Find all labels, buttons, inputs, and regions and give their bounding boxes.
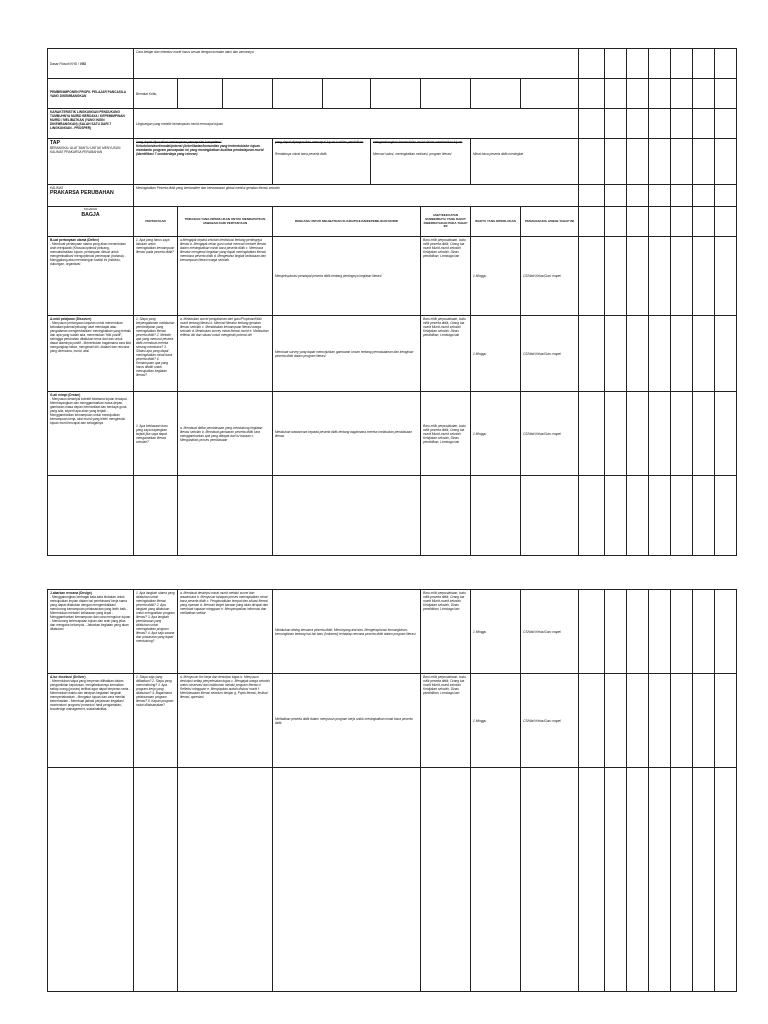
stage-desc: - Menentukan siapa yang berperan dilibatkan dalam pengambilan keputusan, menjalankannya kemudian setiap orang (proses) terlibat agar dapat berperan serta - Menentukan waktu dan tahapan kegiatan/ langkah mempertahankan - Mengatur tujuan dan cara menilai keberhasilan - Membuat jadwal perjalanan kegiatan/ momentum/ program/ prosedur/ hasil pengamatan, knowledge management, sustainabilitas [50,679,131,711]
blank-cell [605,590,627,674]
blank-cell [521,79,579,109]
blank-cell [671,590,693,674]
stage-cell [48,316,134,392]
blank-cell [693,207,715,237]
asset-cell: Baru milik perpustakaan, buku milik peserta didik, Orang tua murid Murid-murid sekolah Kebijakan sekolah, Dinas pendidikan, Lembaga lain [421,316,471,392]
question-cell: 1. Apa yang harus saya lakukan untuk meningkatkan kemampuan literasi pada peserta didik? [134,237,178,316]
pj-cell: CS/Wali Kelas/Guru mapel [521,392,579,476]
step-strike-1: Yang dapat dipusatkan kemampuan pencapaian kompetensi [136,140,222,144]
blank-cell [627,237,649,316]
header-tahapan [48,207,134,237]
pj-cell: CS/Wali Kelas/Guru mapel [521,237,579,316]
plan-cell: Mengeksplorasi pendapat peserta didik tentang pentingnya kegiatan literasi [273,237,421,316]
blank-cell [715,674,737,768]
blank-cell [693,109,715,139]
blank-cell [421,476,471,556]
blank-cell [627,79,649,109]
blank-cell [627,185,649,207]
plan-cell: Melibatkan peserta didik dalam menyusun program kerja untuk meningkatkan minat baca peserta didik [273,674,421,768]
blank-cell [605,768,627,992]
blank-cell [671,674,693,768]
blank-cell [649,476,671,556]
blank-cell [605,392,627,476]
blank-cell [605,79,627,109]
blank-cell [649,207,671,237]
profile-label: PEMBENIMPONEN PROFIL PELAJAR PANCASILA YANG DIKEMBANGKAN [48,79,134,109]
blank-cell [627,590,649,674]
blank-cell [693,185,715,207]
stage-title: A-mbil pelajaran (Discover) [50,317,92,321]
blank-cell [671,476,693,556]
time-cell: 1 Minggu [471,392,521,476]
stage-desc: - Menyusun pertanyaan lanjutan untuk menentukan kekuatan/potensi/peluang/ aset mendapat atau pengalaman mengembalikan/ meningkatkan yang terbaik dan apa yang sudah ada, menentukan "titik positif", sehingga perubahan dilakukan terus dari dan untuk dasar alaminya positif - Menentukan bagaimana cara kita mengungkap faktor, mengenali diri, dialami dan rencana yang direncana, murid, aksi [50,321,131,353]
blank-cell [671,109,693,139]
stage-cell [48,237,134,316]
kalimat-row [48,185,737,207]
blank-cell [273,79,323,109]
blank-cell [579,392,605,476]
header-rencana: RENCANA UNTUK MELIBATKAN SUARA/PILIHAN/KEPEMILIKAN MURID [273,207,421,237]
header-pj: PENANGGUNG JAWAB TAHAP INI [521,207,579,237]
stage-title: B-uat pertanyaan utama (Define) [50,238,100,242]
blank-cell [671,768,693,992]
table-row [48,674,737,768]
blank-cell [605,316,627,392]
blank-cell [649,392,671,476]
plan-cell: Melakukan dialog bersama peserta didik: Menanyang alat dan. Mengeksplorasi kemungkinan-kemungkinan tentang hal-hal baru (Indonesi) terhadap rencana peserta didik dalam program literasi [273,590,421,674]
action-cell: a. Menyusun tim kerja dan deskripsi tugas b. Menyusun deskripsi setiap penyelesaian tugas c. Mengajak warga sekolah untuk observasi dan kolaborasi melalui program literasi d. Refleksi mingguan e. Menyiapkan audah diskusi murid f. Membiasakan literasi sebelum belajar g. Pojok literasi, festival literasi, apresiasi [178,674,273,768]
question-cell: 1. Apa langkah utama yang dilakukan untuk meningkatkan literasi peserta didik? 2. Apa langkah yang dilakukan untuk menguatkan program literasi? 3. Apa langkah pembiasaan yang dilakukan untuk meningkatkan program literasi? 4. Apa saja sarana dan prasarana yang dapat mendukung? [134,590,178,674]
blank-cell [371,79,421,109]
blank-cell [693,590,715,674]
plan-cell: Membuat survey yang dapat menunjukkan gambaran umum tentang permasalahan dan keinginan peserta didik dalam program literasi [273,316,421,392]
blank-cell [671,237,693,316]
blank-cell [715,139,737,185]
stage-cell [48,674,134,768]
action-cell: a. Membuat daftar pembiasaan yang mendukung kegiatan literasi sekolah b. Membuat gambaran peserta didik cara menggambarkan apa yang didapat dari isi bacaan c. Menganalisis proses pembiasaan [178,392,273,476]
blank-cell [579,590,605,674]
stage-cell [48,392,134,476]
frame-b: Mencari solusi, meningkatkan motivasi, program literasi [373,152,452,156]
frame-text: Kebutuhan/aset/modal/potensi (keterlibatan/komunitas yang terbentuk/alur tujuan membantu program pencapaian ini yang meningkatkan kualitas pembelajaran murid (identifikasi 7 sumberdaya yang relevan) [136,144,264,156]
blank-cell [178,79,223,109]
step-label-cell [48,139,134,185]
pj-cell: CS/Wali Kelas/Guru mapel [521,316,579,392]
header-tahapan-top: TAHAPAN [83,207,98,211]
blank-cell [579,185,605,207]
frame-a-cell [273,139,371,185]
blank-cell [579,109,605,139]
table-row [48,237,737,316]
blank-cell [627,207,649,237]
action-cell: a.Mengajak kepala sekolah berdiskusi tentang pentingnya literasi b. Mengajak rekan guru untuk mencari metode literasi dalam meningkatkan minat baca peserta didik c. Membaca literatur mengenai kegiatan yang dapat meningkatkan literasi membaca peserta didik d. Mengetahui tingkat kebiasaan dan kemampuan literasi warga sekolah. [178,237,273,316]
blank-cell [671,49,693,79]
blank-cell [421,768,471,992]
table-header-row [48,207,737,237]
vision-label: Dasar Filosofi KHD / [50,61,79,66]
environment-label: KARAKTERISTIK LINGKUNGAN PENDUKUNG TUMBUHNYA MURID BERDAYA / KEPEMIMPINAN MURID / MELIBATKAN (YANG INGIN DIKEMBANGKAN) (SALAH SATU DARI 7 LINGKUNGAN - PROSPER) [48,109,134,139]
blank-cell [273,768,421,992]
blank-cell [605,109,627,139]
question-cell: 1. Apa kebiasaan baru yang saya bayangkan terjadi jika saya dapat mengamalkan literasi sekolah? [134,392,178,476]
blank-cell [693,79,715,109]
blank-cell [605,49,627,79]
frame-c: Minat baca peserta didik meningkat [473,152,524,156]
step-row [48,139,737,185]
blank-cell [178,768,273,992]
blank-cell [715,316,737,392]
blank-cell [649,109,671,139]
blank-cell [649,237,671,316]
step-strike-2: yang dapat dipergunakan mencapai tujuan kualitas pendidikan [275,140,364,144]
blank-cell [605,237,627,316]
blank-cell [627,476,649,556]
header-tindakan: TINDAKAN YANG DIPERLUKAN UNTUK MENDAPATKAN JAWABAN DARI PERTANYAAN [178,207,273,237]
asset-cell: Baru milik perpustakaan, buku milik peserta didik, Orang tua murid Murid-murid sekolah Kebijakan sekolah, Dinas pendidikan, Lembaga lain [421,237,471,316]
header-sumberdaya: ASET/KEKUATAN SUMBERDAYA YANG DAPAT DIBERDAYAKAN PADA TAHAP INI [421,207,471,237]
frame-c-cell [471,139,579,185]
step-strike-3: mengembangkan kemandirian murid dalam memberikan tujuan [373,140,463,144]
blank-cell [649,674,671,768]
blank-cell [579,316,605,392]
blank-cell [715,185,737,207]
blank-cell [605,476,627,556]
blank-cell [693,476,715,556]
blank-cell [671,207,693,237]
blank-cell [715,392,737,476]
step-tools: BERANGKA / ALAT BANTU UNTUK MENYUSUN KALIMAT PRAKARSA PERUBAHAN [50,146,121,154]
blank-cell [649,139,671,185]
header-tahapan-main: BAGJA [81,211,100,218]
blank-cell [579,79,605,109]
blank-cell [649,316,671,392]
blank-cell [715,109,737,139]
blank-cell [421,79,471,109]
time-cell: 1 Minggu [471,674,521,768]
blank-cell [579,237,605,316]
asset-cell: Baru milik perpustakaan, buku milik peserta didik, Orang tua murid Murid-murid sekolah Kebijakan sekolah, Dinas pendidikan, Lembaga lain [421,674,471,768]
blank-cell [715,79,737,109]
bagja-worksheet-page-1 [47,48,737,556]
vision-row [48,49,737,79]
table-row [48,590,737,674]
blank-cell [715,590,737,674]
time-cell: 1 Minggu [471,316,521,392]
blank-cell [671,185,693,207]
profile-row [48,79,737,109]
blank-cell [627,768,649,992]
blank-cell [671,139,693,185]
vision-label-bold: VISI [79,61,86,66]
time-cell: 1 Minggu [471,590,521,674]
blank-cell [521,476,579,556]
blank-cell [579,139,605,185]
blank-cell [671,316,693,392]
blank-cell [223,79,273,109]
blank-cell [134,476,178,556]
blank-cell [471,79,521,109]
blank-cell [579,49,605,79]
environment-text: Lingkungan yang melatih kemampuan murid mencapai tujuan [134,109,579,139]
empty-row [48,768,737,992]
stage-desc: - Menggabungkan berbagai kata-kata tindakan untuk mewujudkan impian dalam hal pembinaan/ kerja sama yang dapat dilakukan dengan mengembalikan/ mendorong kemampuan pelaksanaan yang lebih baik - Menentukan metode/ kebiasaan yang tepat - Menggambarkan kemampuan dan cara mengukur tujuan - Mendorong ketercapaian tujuan dan arah yang jelas dan mengatur kelompok - Jabarkan kegiatan yang akan dilakukan [50,595,131,631]
action-cell: a. Membuat deskripsi minat murid melalui survei dan wawancara b. Menyusun tahapan proses meningkatkan minat baca peserta didik c. Pengkondisian tempat dan situasi literasi yang nyaman d. Mencari target bacaan yang akan dicapai dan membuat capaian mingguan e. Menyampaikan informasi dan melibatkan sekitar [178,590,273,674]
table-row [48,316,737,392]
blank-cell [579,476,605,556]
frame-b-cell [371,139,471,185]
blank-cell [649,590,671,674]
stage-desc: - Menyusun deskripsi kolektif bilamana tujuan tercapai - Membayangkan dan menggambarkan masa depan, gambaran masa depan bermanfaat dan berdaya guna yang ada, seperti apa akan yang terjadi - Menggambarkan kemampuan untuk mewujudkan kemampuan kerja, aksi murid yang lebih/ mengintuisi tujuan murid tercapai dan sebagainya [50,397,129,425]
asset-cell: Baru milik perpustakaan, buku milik peserta didik, Orang tua murid Murid-murid sekolah Kebijakan sekolah, Dinas pendidikan, Lembaga lain [421,392,471,476]
blank-cell [134,768,178,992]
bagja-worksheet-page-2 [47,589,737,992]
stage-title: A-tur eksekusi (Deliver) [50,675,86,679]
blank-cell [323,79,371,109]
blank-cell [48,768,134,992]
blank-cell [521,768,579,992]
blank-cell [693,237,715,316]
blank-cell [579,207,605,237]
blank-cell [627,139,649,185]
blank-cell [273,476,421,556]
kalimat-cell [48,185,134,207]
blank-cell [579,674,605,768]
blank-cell [649,49,671,79]
blank-cell [627,316,649,392]
time-cell: 1 Minggu [471,237,521,316]
blank-cell [178,476,273,556]
blank-cell [627,674,649,768]
blank-cell [671,79,693,109]
kalimat-text: Meningkatkan Peserta didik yang berkarakter dan berwawasan global melalui gerakan literasi sekolah [134,185,579,207]
blank-cell [715,768,737,992]
blank-cell [605,185,627,207]
stage-cell [48,590,134,674]
blank-cell [605,674,627,768]
frame-cell [134,139,273,185]
blank-cell [627,392,649,476]
blank-cell [649,185,671,207]
blank-cell [627,49,649,79]
plan-cell: Melakukan wawancara kepada peserta didik tentang bagaimana mereka melakukan pembiasaan literasi [273,392,421,476]
blank-cell [693,139,715,185]
blank-cell [627,109,649,139]
blank-cell [471,476,521,556]
stage-desc: - Membuat pertanyaan utama yang akan menentukan arah menjawab (Khusus/optimal/ peluang, memaksimalkan tujuan, pertanyaan dibuat untuk mengembalikan/ mengoptimasi penerapan (bahasa) - Menggalang atau membangun koalisi ini (individu, dukungan, organisasi [50,242,126,266]
blank-cell [48,476,134,556]
blank-cell [605,139,627,185]
environment-row [48,109,737,139]
blank-cell [649,768,671,992]
question-cell: 1. Siapa yang berpengalaman melakukan pembelajaran yang meningkatkan literasi peserta didik? 2. Metode apa yang menurut peserta didik membuat mereka senang membaca? 3. Situasi apa yang dapat meningkatkan minat baca peserta didik? 4. Kemampuan apa yang harus dilatih untuk mewujudkan kegiatan literasi? [134,316,178,392]
header-waktu: WAKTU YANG DIPERLUKAN [471,207,521,237]
blank-cell [715,237,737,316]
question-cell: 1. Siapa saja yang dilibatkan? 2. Siapa yang memonitoring? 3. Apa program kerja yang dilakukan? 4. Bagaimana pelaksanaan program literasi? 5. Kapan program mulai dilaksanakan? [134,674,178,768]
blank-cell [693,674,715,768]
blank-cell [605,207,627,237]
blank-cell [579,768,605,992]
pj-cell: CS/Wali Kelas/Guru mapel [521,674,579,768]
blank-cell [715,49,737,79]
blank-cell [471,768,521,992]
blank-cell [693,49,715,79]
kalimat-label: KALIMAT [50,186,64,190]
pj-cell: CS/Wali Kelas/Guru mapel [521,590,579,674]
stage-title: G-ali mimpi (Dream) [50,393,81,397]
vision-label-cell [48,49,134,79]
profile-value: Bernalar Kritis, [134,79,178,109]
action-cell: a. Melakukan survei pengalaman dari guru/Pimpinan/Wali murid tentang literasi b. Mencari literatur tentang gerakan literasi sekolah c. Mendatakan kemampuan literasi warga sekolah d. Melakukan survey minat literasi murid e. Melakukan refleksi diri dan situasi untuk mengenali potensi diri [178,316,273,392]
table-row [48,392,737,476]
blank-cell [715,207,737,237]
blank-cell [671,392,693,476]
frame-a: Rendahnya minat baca peserta didik [275,152,327,156]
blank-cell [693,316,715,392]
blank-cell [649,79,671,109]
empty-row [48,476,737,556]
stage-title: J-abarkan rencana (Design) [50,591,92,595]
kalimat-title: PRAKARSA PERUBAHAN [50,190,114,196]
step-label: TAP [50,140,60,146]
blank-cell [693,392,715,476]
header-pertanyaan: PERTANYAAN [134,207,178,237]
blank-cell [715,476,737,556]
blank-cell [693,768,715,992]
vision-text: Cara belajar dan interaksi murid harus sesuai dengan tuntutan alam dan zamannya [134,49,579,79]
asset-cell: Baru milik perpustakaan, buku milik peserta didik, Orang tua murid Murid-murid sekolah Kebijakan sekolah, Dinas pendidikan, Lembaga lain [421,590,471,674]
